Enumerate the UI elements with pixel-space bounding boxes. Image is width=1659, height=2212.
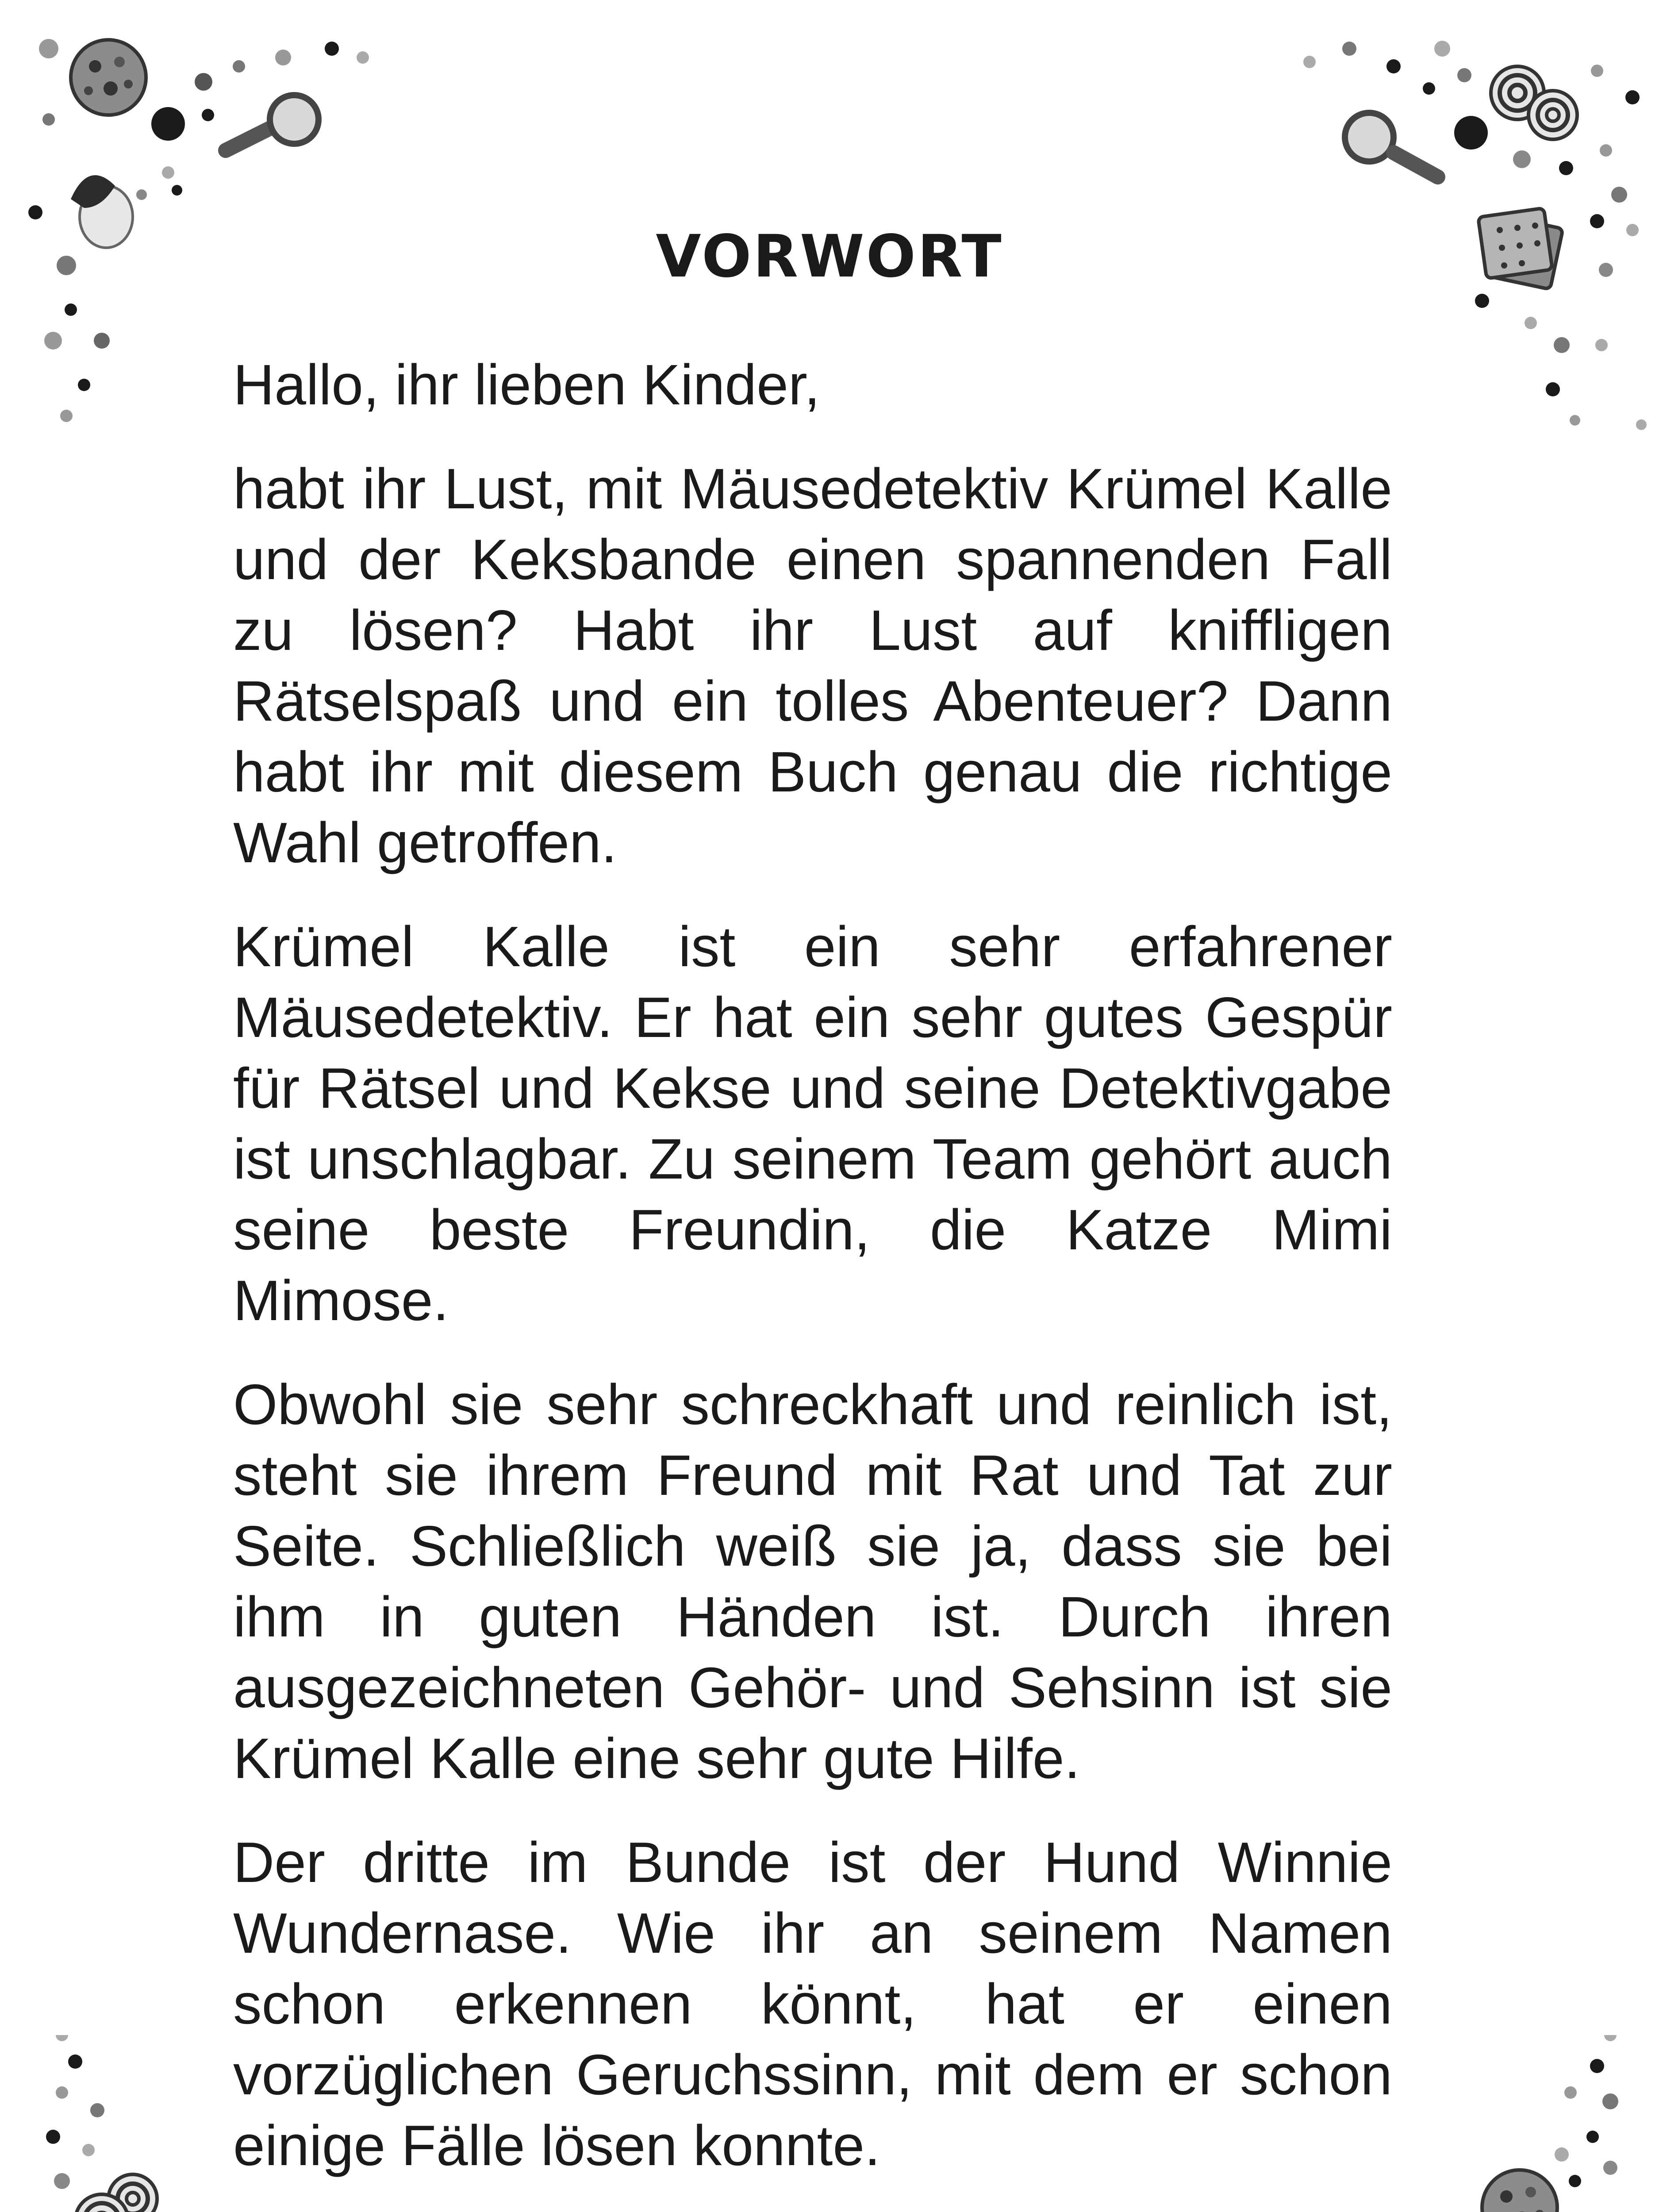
magnifier-icon <box>1345 113 1438 177</box>
paragraph-winnie-wundernase: Der dritte im Bunde ist der Hund Winnie Wundernase. Wie ihr an seinem Namen schon erkennen könnt, hat er einen vorzüglichen Geruchssinn, mit dem er schon einige Fälle lösen konnte. <box>233 1831 1392 2177</box>
paragraph-mimi-mimose: Obwohl sie sehr schreckhaft und reinlich ist, steht sie ihrem Freund mit Rat und Tat zur Seite. Schließlich weiß sie ja, dass sie bei ihm in guten Händen ist. Durch ihren ausgezeichneten Gehör- und Sehsinn ist sie Krümel Kalle eine sehr gute Hilfe. <box>233 1373 1392 1790</box>
cookie-icon <box>71 40 146 115</box>
page-title: VORWORT <box>656 223 1003 291</box>
paragraph-greeting: Hallo, ihr lieben Kinder, <box>233 353 820 417</box>
swirl-lollipop-icon <box>75 2174 157 2212</box>
body-text <box>233 349 1392 2212</box>
paragraph-kruemel-kalle: Krümel Kalle ist ein sehr erfahrener Mäusedetektiv. Er hat ein sehr gutes Gespür für Rätsel und Kekse und seine Detektivgabe ist unschlagbar. Zu seinem Team gehört auch seine beste Freundin, die Katze Mimi Mimose. <box>233 915 1392 1333</box>
cookie-icon <box>1482 2170 1557 2212</box>
magnifier-icon <box>226 95 319 150</box>
paragraph-intro: habt ihr Lust, mit Mäusedetektiv Krümel Kalle und der Keksbande einen spannenden Fall zu lösen? Habt ihr Lust auf kniffligen Rätselspaß und ein tolles Abenteuer? Dann habt ihr mit diesem Buch genau die richtige Wahl getroffen. <box>233 457 1392 875</box>
swirl-lollipop-icon <box>1491 66 1577 139</box>
